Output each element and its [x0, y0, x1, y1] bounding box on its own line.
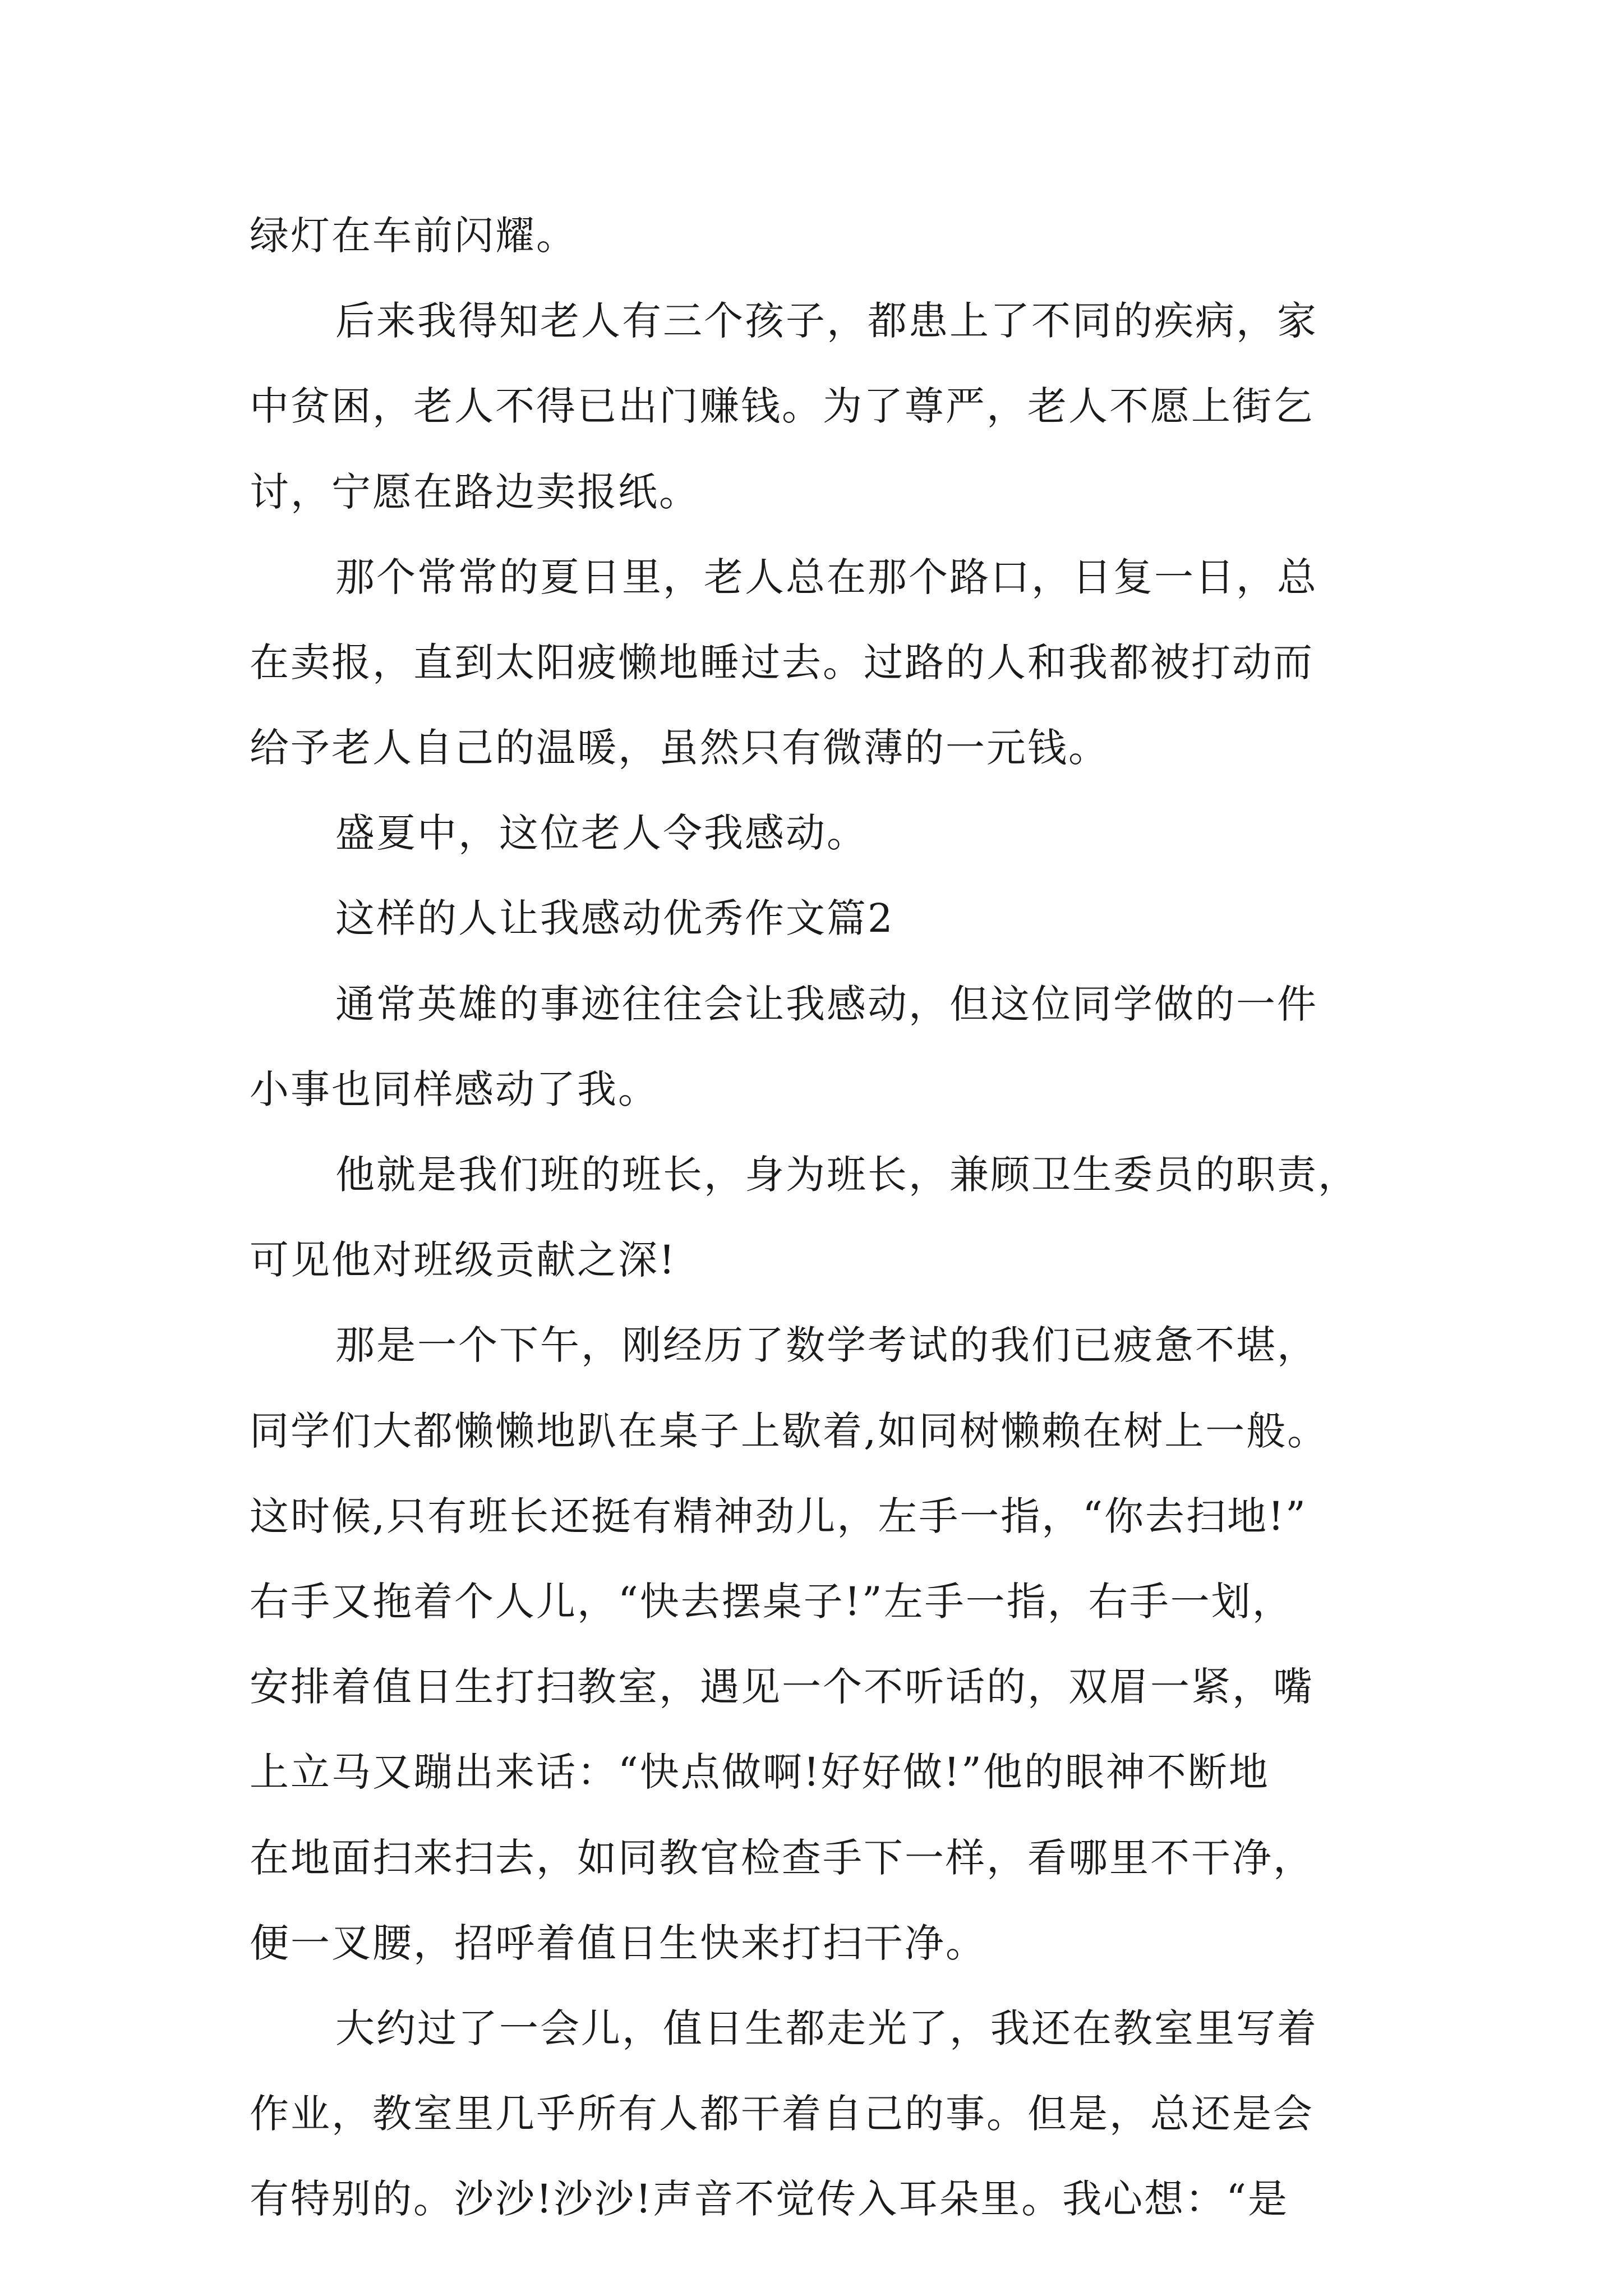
- text-line: 在地面扫来扫去，如同教官检查手下一样，看哪里不干净，: [250, 1835, 1314, 1881]
- text-line: 有特别的。沙沙!沙沙!声音不觉传入耳朵里。我心想：“是: [250, 2176, 1289, 2222]
- text-line: 可见他对班级贡献之深!: [250, 1237, 677, 1283]
- text-line: 安排着值日生打扫教室，遇见一个不听话的，双眉一紧，嘴: [250, 1664, 1314, 1710]
- text-line: 给予老人自己的温暖，虽然只有微薄的一元钱。: [250, 725, 1109, 771]
- text-line: 讨，宁愿在路边卖报纸。: [250, 469, 700, 515]
- section-heading: 这样的人让我感动优秀作文篇2: [335, 895, 895, 941]
- text-line: 他就是我们班的班长，身为班长，兼顾卫生委员的职责，: [335, 1152, 1359, 1198]
- text-line: 后来我得知老人有三个孩子，都患上了不同的疾病，家: [335, 298, 1318, 344]
- text-line: 盛夏中，这位老人令我感动。: [335, 810, 868, 856]
- text-line: 在卖报，直到太阳疲懒地睡过去。过路的人和我都被打动而: [250, 639, 1314, 685]
- text-line: 右手又拖着个人儿，“快去摆桌子!”左手一指，右手一划，: [250, 1579, 1293, 1625]
- text-line: 中贫困，老人不得已出门赚钱。为了尊严，老人不愿上街乞: [250, 383, 1314, 429]
- text-line: 那是一个下午，刚经历了数学考试的我们已疲惫不堪，: [335, 1322, 1318, 1368]
- text-line: 上立马又蹦出来话：“快点做啊!好好做!”他的眼神不断地: [250, 1749, 1270, 1795]
- text-line: 作业，教室里几乎所有人都干着自己的事。但是，总还是会: [250, 2091, 1314, 2137]
- text-line: 这时候,只有班长还挺有精神劲儿，左手一指，“你去扫地!”: [250, 1493, 1307, 1539]
- text-line: 便一叉腰，招呼着值日生快来打扫干净。: [250, 1920, 986, 1966]
- text-line: 通常英雄的事迹往往会让我感动，但这位同学做的一件: [335, 981, 1318, 1027]
- text-line: 那个常常的夏日里，老人总在那个路口，日复一日，总: [335, 554, 1318, 600]
- text-line: 绿灯在车前闪耀。: [250, 213, 577, 259]
- text-line: 小事也同样感动了我。: [250, 1066, 659, 1112]
- text-line: 大约过了一会儿，值日生都走光了，我还在教室里写着: [335, 2005, 1318, 2051]
- text-line: 同学们大都懒懒地趴在桌子上歇着,如同树懒赖在树上一般。: [250, 1408, 1329, 1454]
